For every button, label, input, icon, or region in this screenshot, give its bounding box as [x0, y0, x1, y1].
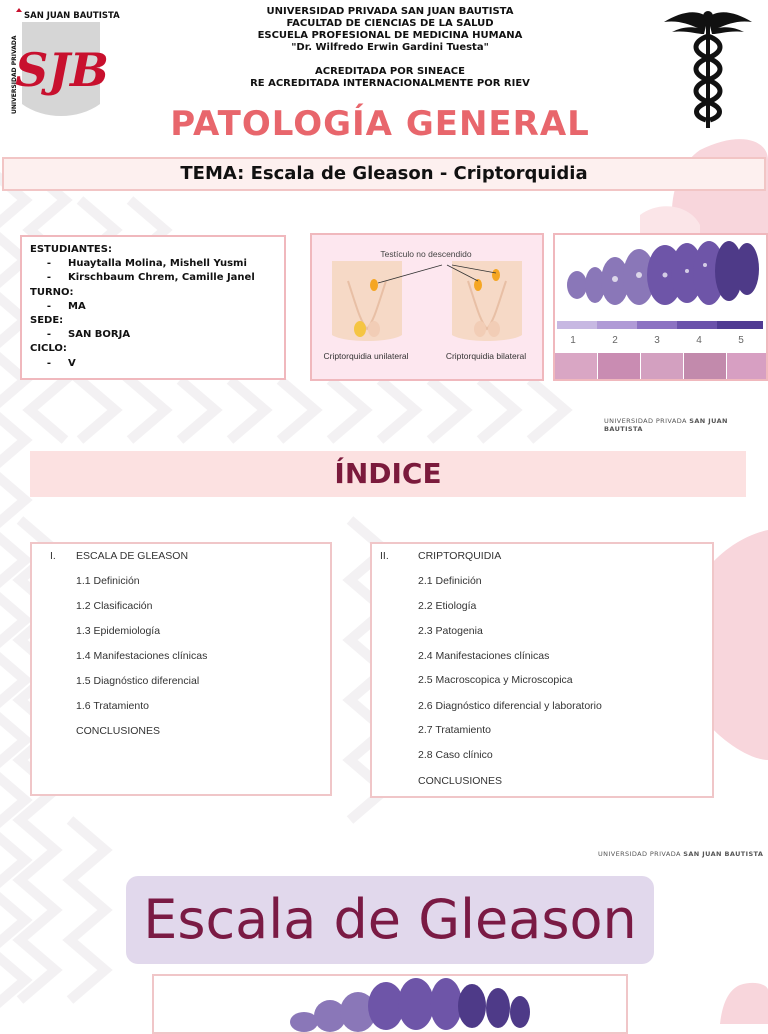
- left-caption: Criptorquidia unilateral: [323, 351, 409, 361]
- index-item[interactable]: CONCLUSIONES: [76, 725, 161, 737]
- brand-name: SAN JUAN BAUTISTA: [604, 417, 728, 433]
- header-line-2: FACULTAD DE CIENCIAS DE LA SALUD: [286, 18, 494, 29]
- student-info-box: [20, 235, 286, 380]
- course-title: PATOLOGÍA GENERAL: [170, 104, 590, 144]
- header-line-1: UNIVERSIDAD PRIVADA SAN JUAN BAUTISTA: [266, 6, 514, 17]
- grade-label: 1: [570, 335, 576, 346]
- index-title: ÍNDICE: [30, 451, 746, 497]
- index-item[interactable]: 1.4 Manifestaciones clínicas: [76, 650, 208, 662]
- logo-top-text: SAN JUAN BAUTISTA: [24, 11, 120, 21]
- index-item[interactable]: 2.4 Manifestaciones clínicas: [418, 650, 550, 662]
- brand-prefix: UNIVERSIDAD PRIVADA: [604, 417, 687, 425]
- grade-label: 4: [696, 335, 702, 346]
- header-spacer: [150, 54, 630, 66]
- header-line-3: ESCUELA PROFESIONAL DE MEDICINA HUMANA: [257, 30, 523, 41]
- ciclo-row: - V: [30, 357, 276, 371]
- ciclo-label: CICLO:: [30, 343, 67, 355]
- index-item[interactable]: 1.1 Definición: [76, 575, 140, 587]
- student-row: - Huaytalla Molina, Mishell Yusmi: [30, 257, 276, 271]
- grade-label: 2: [612, 335, 618, 346]
- index-item[interactable]: CONCLUSIONES: [418, 775, 503, 787]
- turno-row: - MA: [30, 300, 276, 314]
- callout-label: Testículo no descendido: [380, 249, 472, 259]
- university-logo: [8, 8, 120, 116]
- student-row: - Kirschbaum Chrem, Camille Janel: [30, 271, 276, 285]
- index-item[interactable]: 2.5 Macroscopica y Microscopica: [418, 674, 573, 686]
- index-item[interactable]: 2.7 Tratamiento: [418, 724, 491, 736]
- header-line-6: ACREDITADA POR SINEACE: [315, 66, 465, 77]
- header-line-4: "Dr. Wilfredo Erwin Gardini Tuesta": [291, 42, 489, 53]
- index-item[interactable]: 2.2 Etiología: [418, 600, 477, 612]
- index-item[interactable]: 1.2 Clasificación: [76, 600, 153, 612]
- gleason-image-preview: [152, 974, 628, 1034]
- topic-bar: TEMA: Escala de Gleason - Criptorquidia: [2, 157, 766, 191]
- student-name: Huaytalla Molina, Mishell Yusmi: [68, 258, 247, 270]
- sede-label: SEDE:: [30, 315, 64, 327]
- sede-row: - SAN BORJA: [30, 328, 276, 342]
- index-item[interactable]: 2.8 Caso clínico: [418, 749, 493, 761]
- grade-label: 3: [654, 335, 660, 346]
- logo-monogram: SJB: [15, 43, 109, 97]
- header-line-7: RE ACREDITADA INTERNACIONALMENTE POR RIEV: [250, 78, 530, 89]
- index-item[interactable]: 2.6 Diagnóstico diferencial y laboratorio: [418, 700, 602, 712]
- gleason-grading-image: [553, 233, 768, 381]
- section-heading[interactable]: ESCALA DE GLEASON: [76, 550, 189, 562]
- section-title: Escala de Gleason: [126, 876, 654, 964]
- logo-side-text: UNIVERSIDAD PRIVADA: [11, 35, 18, 114]
- index-item[interactable]: 2.3 Patogenia: [418, 625, 483, 637]
- ciclo-value: V: [68, 357, 76, 369]
- grade-label: 5: [738, 335, 744, 346]
- index-box-gleason: [30, 542, 332, 796]
- index-item[interactable]: 1.3 Epidemiología: [76, 625, 161, 637]
- index-item[interactable]: 2.1 Definición: [418, 575, 482, 587]
- turno-value: MA: [68, 300, 86, 312]
- students-label: ESTUDIANTES:: [30, 244, 112, 255]
- index-item[interactable]: 1.5 Diagnóstico diferencial: [76, 675, 200, 687]
- brand-prefix: UNIVERSIDAD PRIVADA: [598, 850, 681, 858]
- institution-header: [150, 6, 630, 90]
- brand-name: SAN JUAN BAUTISTA: [683, 850, 764, 858]
- cryptorchidism-illustration: [310, 233, 544, 381]
- section-numeral: I.: [50, 550, 56, 562]
- brand-footer: [604, 417, 768, 433]
- sede-value: SAN BORJA: [68, 329, 131, 341]
- brand-footer: [598, 850, 763, 858]
- turno-label: TURNO:: [30, 286, 74, 298]
- index-box-criptorquidia: [370, 542, 714, 798]
- caduceus-icon: [658, 4, 758, 132]
- right-caption: Criptorquidia bilateral: [445, 351, 527, 361]
- section-numeral: II.: [380, 550, 389, 562]
- section-heading[interactable]: CRIPTORQUIDIA: [418, 550, 502, 562]
- index-item[interactable]: 1.6 Tratamiento: [76, 700, 149, 712]
- student-name: Kirschbaum Chrem, Camille Janel: [68, 272, 255, 284]
